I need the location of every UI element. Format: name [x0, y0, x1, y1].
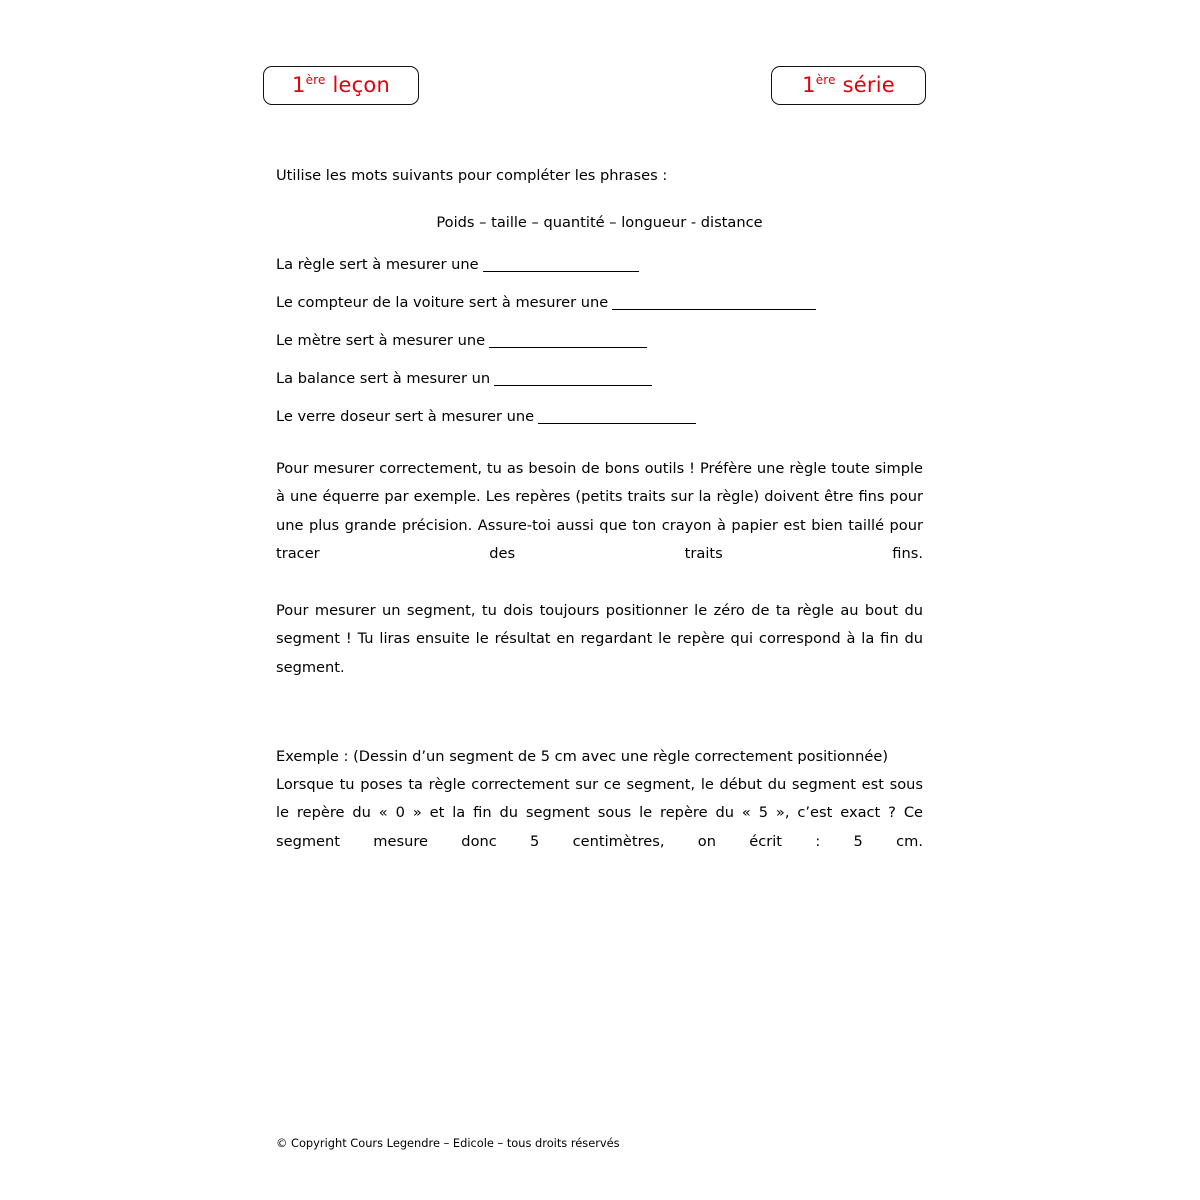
example-lead-line: Exemple : (Dessin d’un segment de 5 cm avec une règle correctement positionnée) [276, 747, 889, 765]
fill-in-the-blank-item [276, 369, 923, 407]
paragraph-measuring-segment: Pour mesurer un segment, tu dois toujours positionner le zéro de ta règle au bout du segment ! Tu liras ensuite le résultat en regardant le repère qui correspond à la fin du segment. [276, 602, 923, 676]
exercise-instruction: Utilise les mots suivants pour compléter les phrases : [276, 167, 668, 184]
fill-in-the-blank-item [276, 331, 923, 369]
serie-number-badge [771, 66, 926, 105]
fill-in-the-blank-prompt: Le mètre sert à mesurer une [276, 332, 486, 349]
lesson-badge-label: leçon [332, 72, 390, 97]
answer-blank-field[interactable] [483, 271, 639, 272]
lesson-badge-number: 1 [292, 72, 306, 97]
serie-badge-ordinal: ère [815, 72, 836, 87]
lesson-number-badge [263, 66, 419, 105]
document-content [276, 166, 923, 885]
fill-in-the-blank-item [276, 255, 923, 293]
answer-blank-field[interactable] [489, 347, 647, 348]
lesson-badge-text [292, 74, 390, 98]
fill-in-the-blank-prompt: La balance sert à mesurer un [276, 370, 491, 387]
fill-in-the-blank-item [276, 407, 923, 445]
explanation-block-1 [276, 445, 923, 711]
serie-badge-number: 1 [802, 72, 816, 97]
example-block [276, 711, 923, 885]
answer-blank-field[interactable] [612, 309, 816, 310]
answer-blank-field[interactable] [494, 385, 652, 386]
fill-in-the-blank-item [276, 293, 923, 331]
word-bank: Poids – taille – quantité – longueur - distance [436, 214, 763, 231]
paragraph-measuring-tools: Pour mesurer correctement, tu as besoin de bons outils ! Préfère une règle toute simple à une équerre par exemple. Les repères (petits traits sur la règle) doivent être fins pour une plus grande précision. Assure-toi aussi que ton crayon à papier est bien taillé pour tracer des traits fins. [276, 460, 923, 563]
fill-in-the-blank-prompt: La règle sert à mesurer une [276, 256, 479, 273]
serie-badge-text [802, 74, 895, 98]
example-explanation: Lorsque tu poses ta règle correctement sur ce segment, le début du segment est sous le repère du « 0 » et la fin du segment sous le repère du « 5 », c’est exact ? Ce segment mesure donc 5 centimètres, on écrit : 5 cm. [276, 776, 923, 850]
serie-badge-label: série [842, 72, 895, 97]
fill-in-the-blank-prompt: Le verre doseur sert à mesurer une [276, 408, 535, 425]
lesson-badge-ordinal: ère [305, 72, 326, 87]
copyright-footer: © Copyright Cours Legendre – Edicole – tous droits réservés [276, 1136, 620, 1150]
fill-in-the-blank-list [276, 233, 923, 445]
answer-blank-field[interactable] [538, 423, 696, 424]
fill-in-the-blank-prompt: Le compteur de la voiture sert à mesurer une [276, 294, 609, 311]
